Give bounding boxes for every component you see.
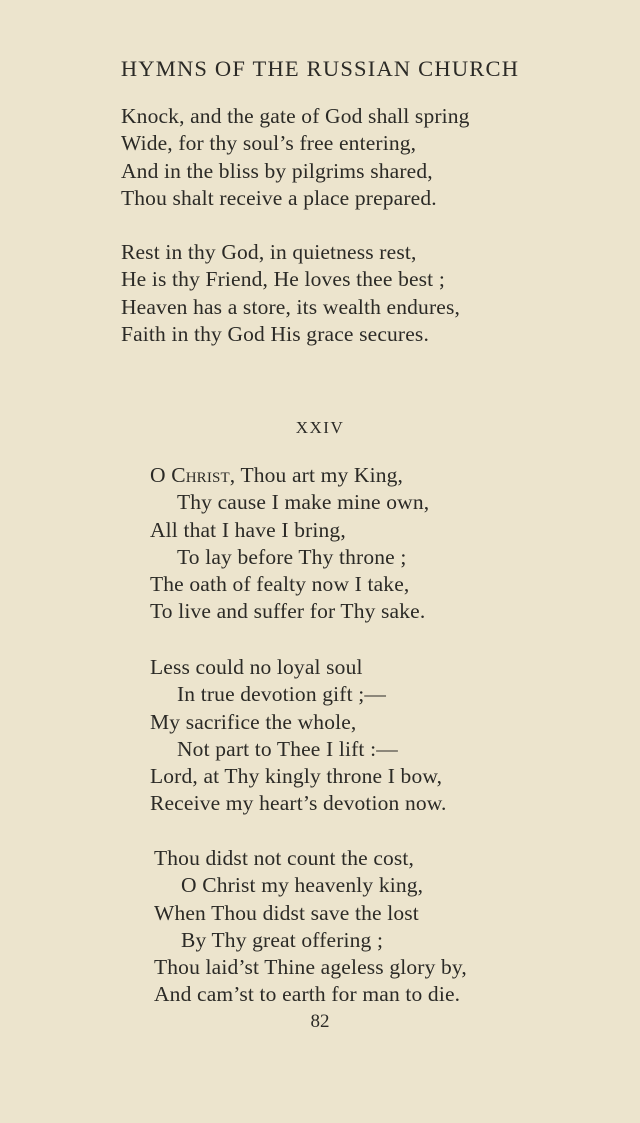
verse-line: Faith in thy God His grace secures. [121, 321, 429, 346]
verse-line-opening [150, 462, 429, 489]
page-number: 82 [310, 1011, 330, 1032]
verse-line: In true devotion gift ;— [177, 682, 387, 707]
stanza-top-2 [121, 239, 460, 348]
stanza-top-1 [121, 103, 470, 212]
verse-line: All that I have I bring, [150, 517, 346, 542]
verse-line: Receive my heart’s devotion now. [150, 791, 447, 816]
stanza-hymn-1 [150, 462, 429, 626]
verse-line: Knock, and the gate of God shall spring [121, 104, 470, 128]
stanza-hymn-3 [154, 845, 467, 1009]
verse-line: Thou didst not count the cost, [154, 846, 415, 870]
hymn-number: XXIV [295, 418, 345, 437]
verse-line: To lay before Thy throne ; [177, 544, 407, 569]
verse-line: The oath of fealty now I take, [150, 572, 410, 597]
verse-line: Thou laid’st Thine ageless glory by, [154, 955, 467, 980]
verse-line: O Christ my heavenly king, [181, 873, 424, 898]
verse-line: Less could no loyal soul [150, 655, 363, 679]
verse-line: By Thy great offering ; [181, 927, 384, 952]
verse-line: Heaven has a store, its wealth endures, [121, 294, 460, 319]
opening-smallcaps-word: Christ [171, 463, 230, 487]
verse-line: And in the bliss by pilgrims shared, [121, 158, 433, 183]
verse-line: Wide, for thy soul’s free entering, [121, 131, 417, 156]
running-head: HYMNS OF THE RUSSIAN CHURCH [120, 56, 520, 81]
verse-line: Lord, at Thy kingly throne I bow, [150, 764, 443, 789]
verse-line: To live and suffer for Thy sake. [150, 599, 426, 624]
opening-initial: O [150, 463, 172, 487]
verse-line: Thy cause I make mine own, [177, 490, 430, 515]
stanza-hymn-2 [150, 654, 447, 818]
verse-line: And cam’st to earth for man to die. [154, 982, 461, 1007]
verse-line: Rest in thy God, in quietness rest, [121, 240, 417, 264]
verse-line: When Thou didst save the lost [154, 900, 419, 925]
verse-line: My sacrifice the whole, [150, 709, 357, 734]
verse-line: Thou shalt receive a place prepared. [121, 185, 437, 210]
verse-line: Not part to Thee I lift :— [177, 736, 398, 761]
verse-line: He is thy Friend, He loves thee best ; [121, 267, 445, 292]
opening-rest: , Thou art my King, [229, 463, 404, 487]
